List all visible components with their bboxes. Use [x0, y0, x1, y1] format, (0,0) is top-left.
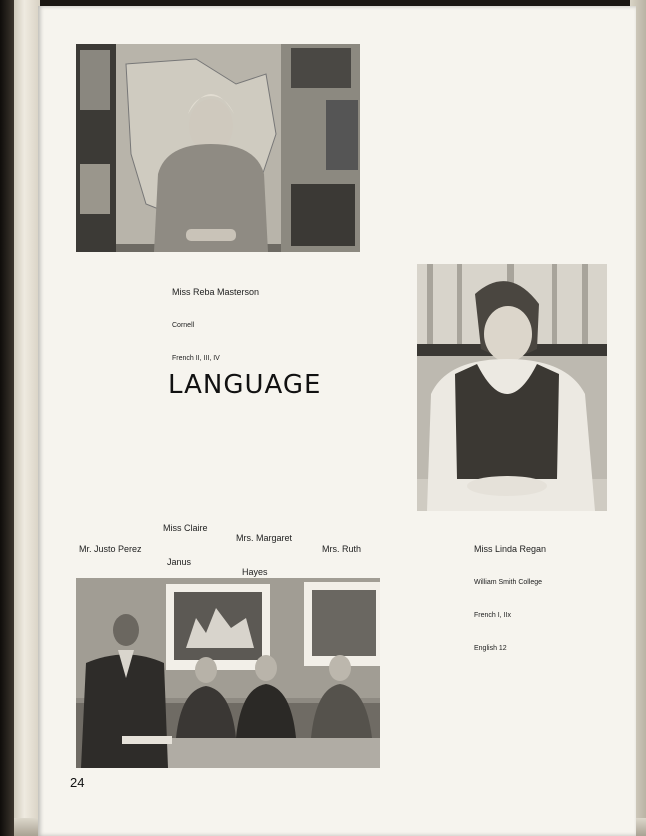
section-title: LANGUAGE [168, 370, 322, 400]
caption-regan [474, 521, 546, 665]
caption-masterson [172, 264, 259, 375]
name-hayes-2: Hayes [242, 567, 268, 577]
subjects-masterson: French II, III, IV [172, 355, 220, 362]
college-masterson: Cornell [172, 322, 195, 329]
book-edge [14, 0, 40, 836]
subjects-regan-2: English 12 [474, 645, 507, 652]
photo-group [76, 578, 380, 768]
name-janus-2: Janus [167, 557, 192, 567]
subjects-regan-1: French I, IIx [474, 612, 511, 619]
name-janus-1: Miss Claire [163, 523, 208, 533]
name-hayes-1: Mrs. Margaret [236, 533, 293, 543]
name-regan: Miss Linda Regan [474, 544, 547, 554]
college-regan: William Smith College [474, 579, 543, 586]
photo-masterson [76, 44, 360, 252]
name-masterson: Miss Reba Masterson [172, 287, 260, 297]
name-perez: Mr. Justo Perez [79, 544, 142, 554]
name-jacoby-1: Mrs. Ruth [322, 544, 362, 554]
page-number: 24 [70, 775, 85, 790]
photo-regan [417, 264, 607, 511]
